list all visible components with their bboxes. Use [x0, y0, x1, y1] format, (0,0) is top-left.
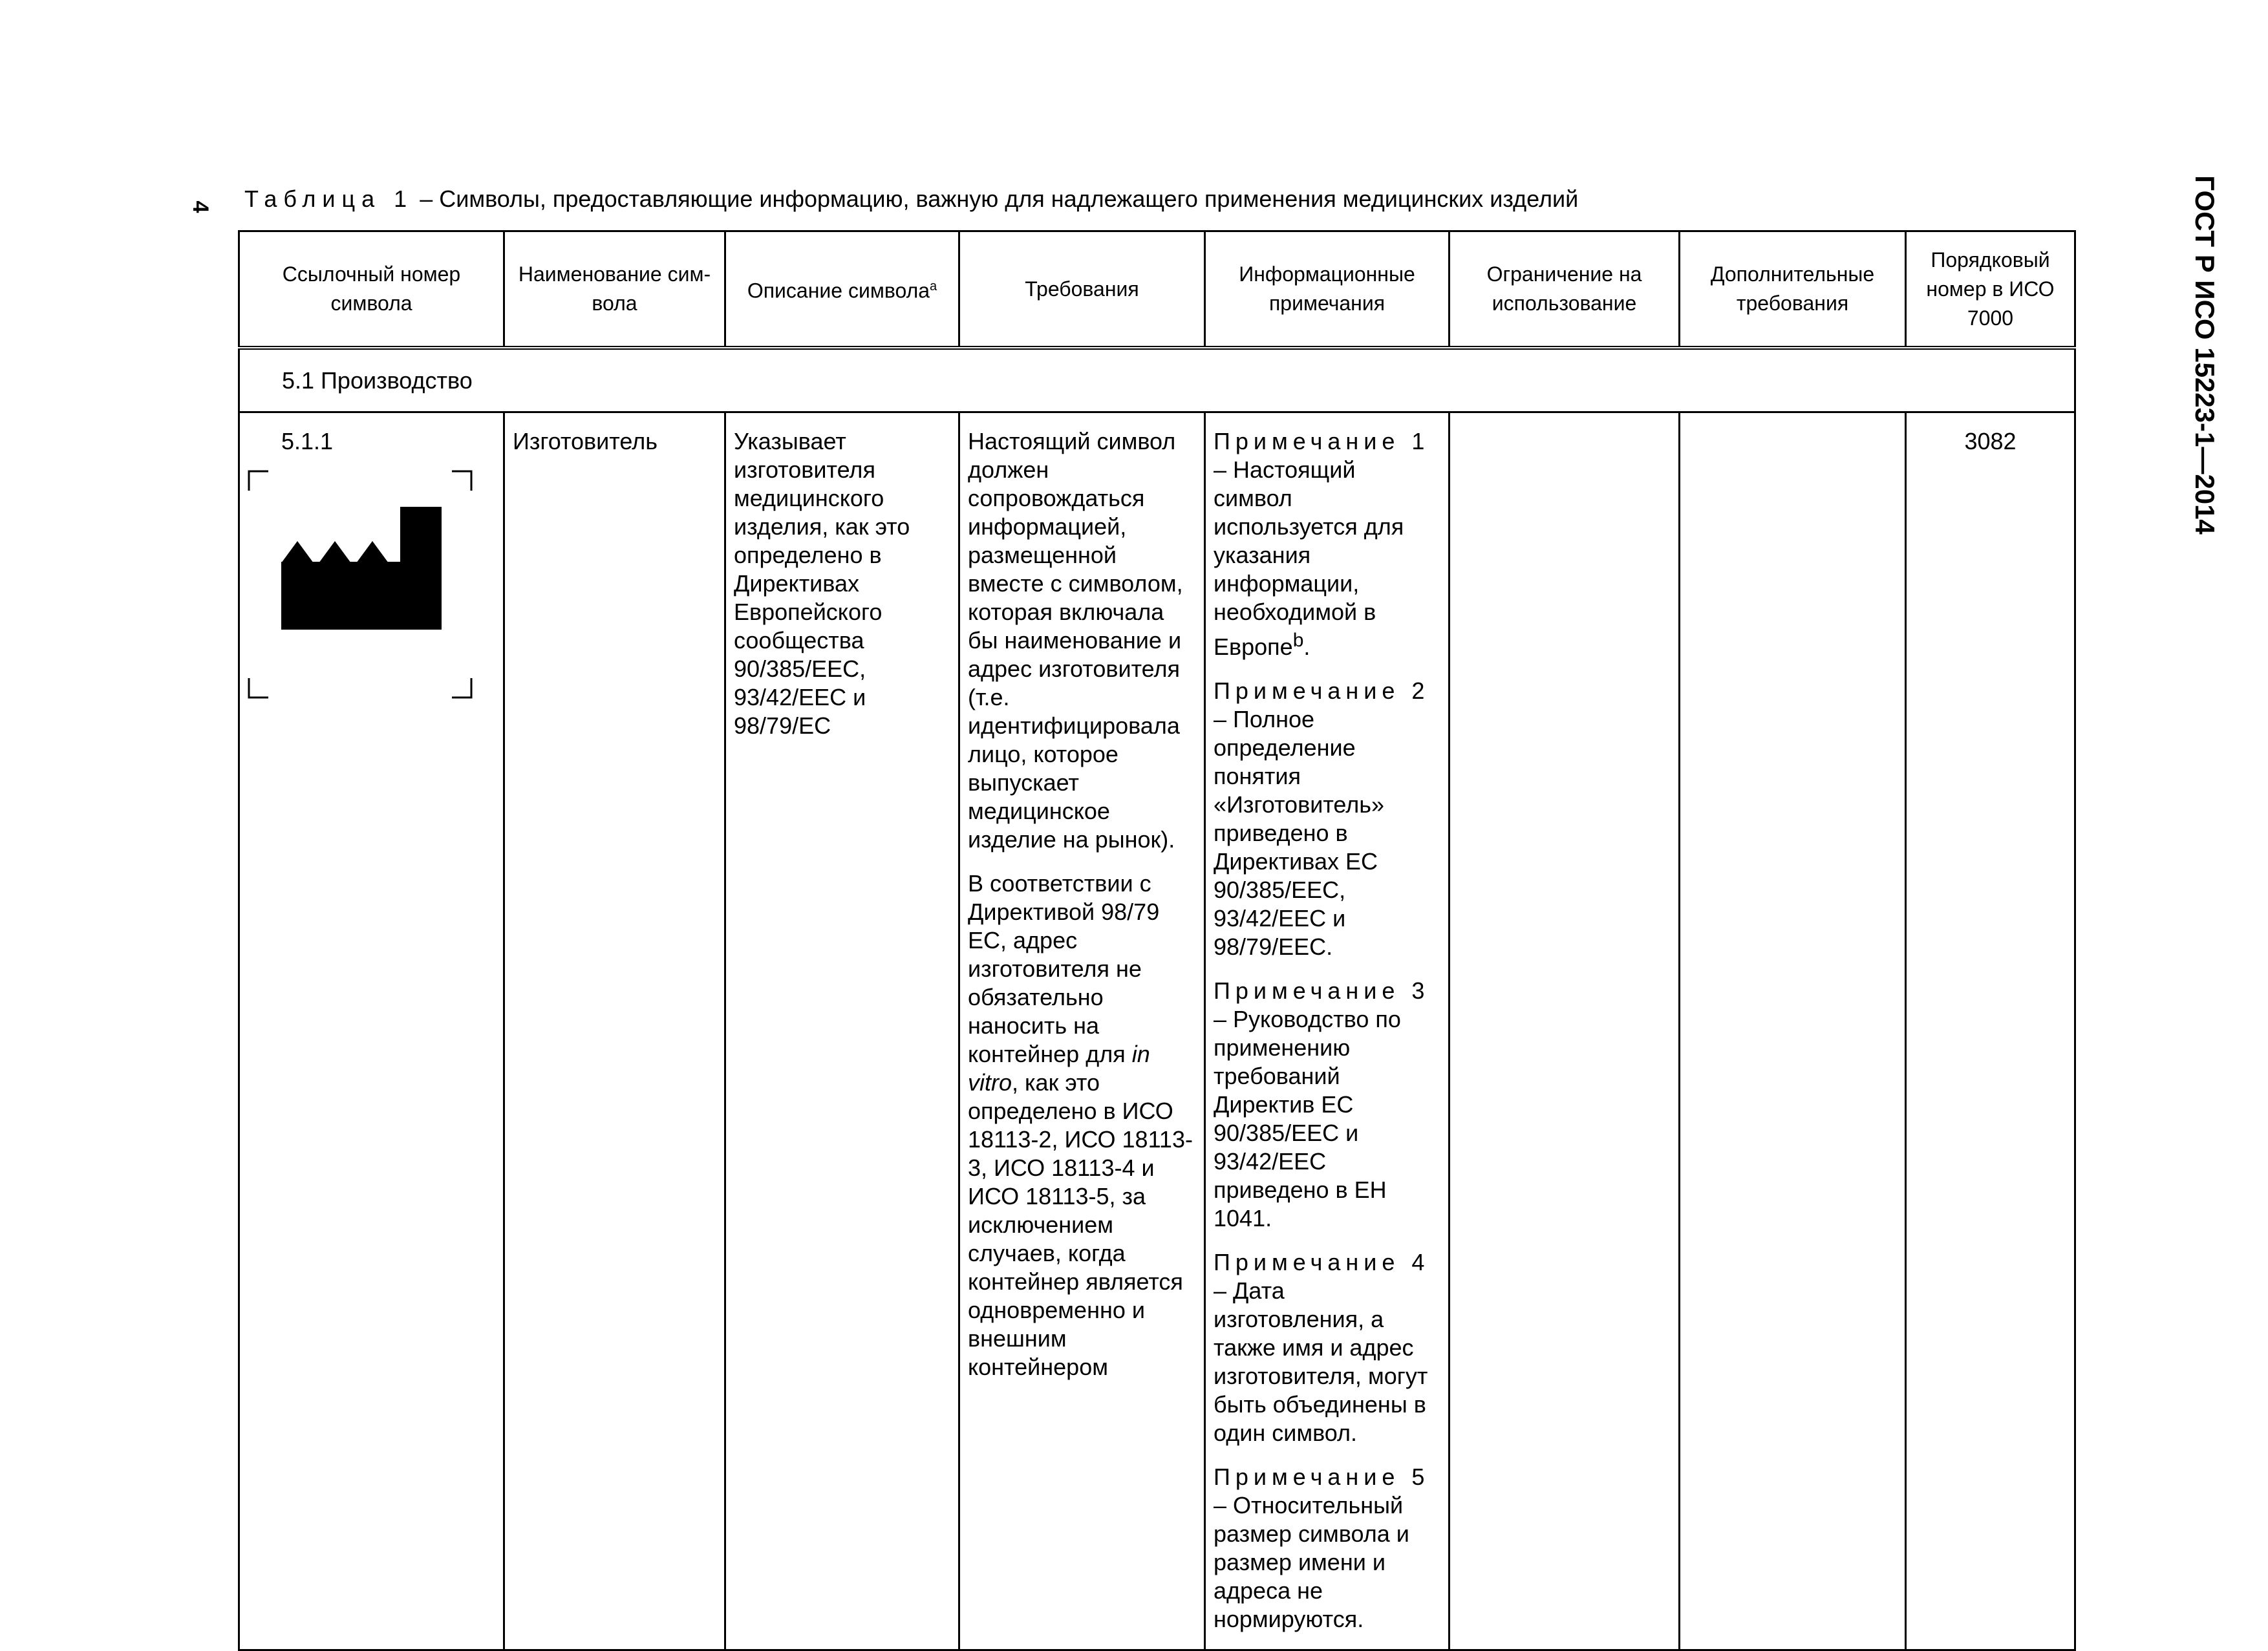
note-text: – Дата изготовления, а также имя и адрес изготовителя, могут быть объединены в один символ.	[1214, 1277, 1428, 1446]
header-limit: Ограничение на использование	[1450, 231, 1680, 348]
cell-name: Изготовитель	[504, 412, 725, 1650]
note-label: Примечание 5	[1214, 1464, 1430, 1490]
note-footnote: b	[1292, 630, 1304, 651]
requirements-p2-start: В соответствии с Директивой 98/79 ЕС, адрес изготовителя не обязательно наносить на контейнер для	[968, 870, 1160, 1067]
note-text: – Руководство по применению требований Директив ЕС 90/385/EEC и 93/42/EEC приведено в ЕН 1041.	[1214, 1006, 1401, 1231]
note-label: Примечание 3	[1214, 977, 1430, 1004]
page-number: 4	[188, 200, 213, 213]
section-title: 5.1 Производство	[239, 348, 2075, 412]
requirements-paragraph-1: Настоящий символ должен сопровождаться информацией, размещенной вместе с символом, которая включала бы наименование и адрес изготовителя (т.е. идентифицировала лицо, которое выпускает медицинское изделие на рынок).	[968, 428, 1183, 853]
cell-ref	[239, 412, 504, 1650]
note-tail: .	[1303, 634, 1311, 660]
section-row	[239, 348, 2075, 412]
cell-limitation	[1450, 412, 1680, 1650]
manufacturer-factory-icon	[248, 465, 474, 704]
info-note	[1214, 1248, 1440, 1447]
header-info: Информационные примечания	[1205, 231, 1450, 348]
info-note	[1214, 427, 1440, 661]
note-label: Примечание 4	[1214, 1249, 1430, 1275]
note-text: – Настоящий символ используется для указания информации, необходимой в Европе	[1214, 456, 1404, 660]
symbols-table	[238, 230, 2076, 1651]
info-note	[1214, 1463, 1440, 1634]
header-extra: Дополнительные требования	[1680, 231, 1906, 348]
cell-requirements	[959, 412, 1205, 1650]
header-order: Порядковый номер в ИСО 7000	[1906, 231, 2075, 348]
header-desc	[725, 231, 959, 348]
note-label: Примечание 1	[1214, 428, 1430, 454]
cell-iso7000-number: 3082	[1906, 412, 2075, 1650]
ref-number: 5.1.1	[281, 428, 334, 454]
document-side-title: ГОСТ Р ИСО 15223-1—2014	[2190, 175, 2220, 535]
note-label: Примечание 2	[1214, 677, 1430, 704]
table-header-row	[239, 231, 2075, 348]
note-text: – Полное определение понятия «Изготовитель» приведено в Директивах ЕС 90/385/EEC, 93/42/EEC и 98/79/EEC.	[1214, 706, 1385, 960]
requirements-p2-end: , как это определено в ИСО 18113-2, ИСО 18113-3, ИСО 18113-4 и ИСО 18113-5, за исключением случаев, когда контейнер является одновременно и внешним контейнером	[968, 1069, 1193, 1380]
table-caption	[244, 186, 1578, 213]
table-row	[239, 412, 2075, 1650]
header-name: Наименование сим-вола	[504, 231, 725, 348]
info-note	[1214, 977, 1440, 1233]
table-caption-label: Таблица 1	[244, 186, 414, 212]
header-ref: Ссылочный номер символа	[239, 231, 504, 348]
requirements-p2-italic: in vitro	[968, 1041, 1150, 1096]
requirements-paragraph-2	[968, 869, 1196, 1381]
cell-description: Указывает изготовителя медицинского изделия, как это определено в Директивах Европейского сообщества 90/385/EEC, 93/42/EEC и 98/79/EC	[725, 412, 959, 1650]
header-req: Требования	[959, 231, 1205, 348]
table-caption-text: – Символы, предоставляющие информацию, важную для надлежащего применения медицинских изделий	[413, 186, 1579, 212]
header-desc-text: Описание символа	[747, 279, 930, 303]
cell-info-notes	[1205, 412, 1450, 1650]
info-note	[1214, 677, 1440, 961]
note-text: – Относительный размер символа и размер имени и адреса не нормируются.	[1214, 1492, 1409, 1632]
cell-extra-requirements	[1680, 412, 1906, 1650]
header-desc-footnote: a	[930, 279, 937, 294]
